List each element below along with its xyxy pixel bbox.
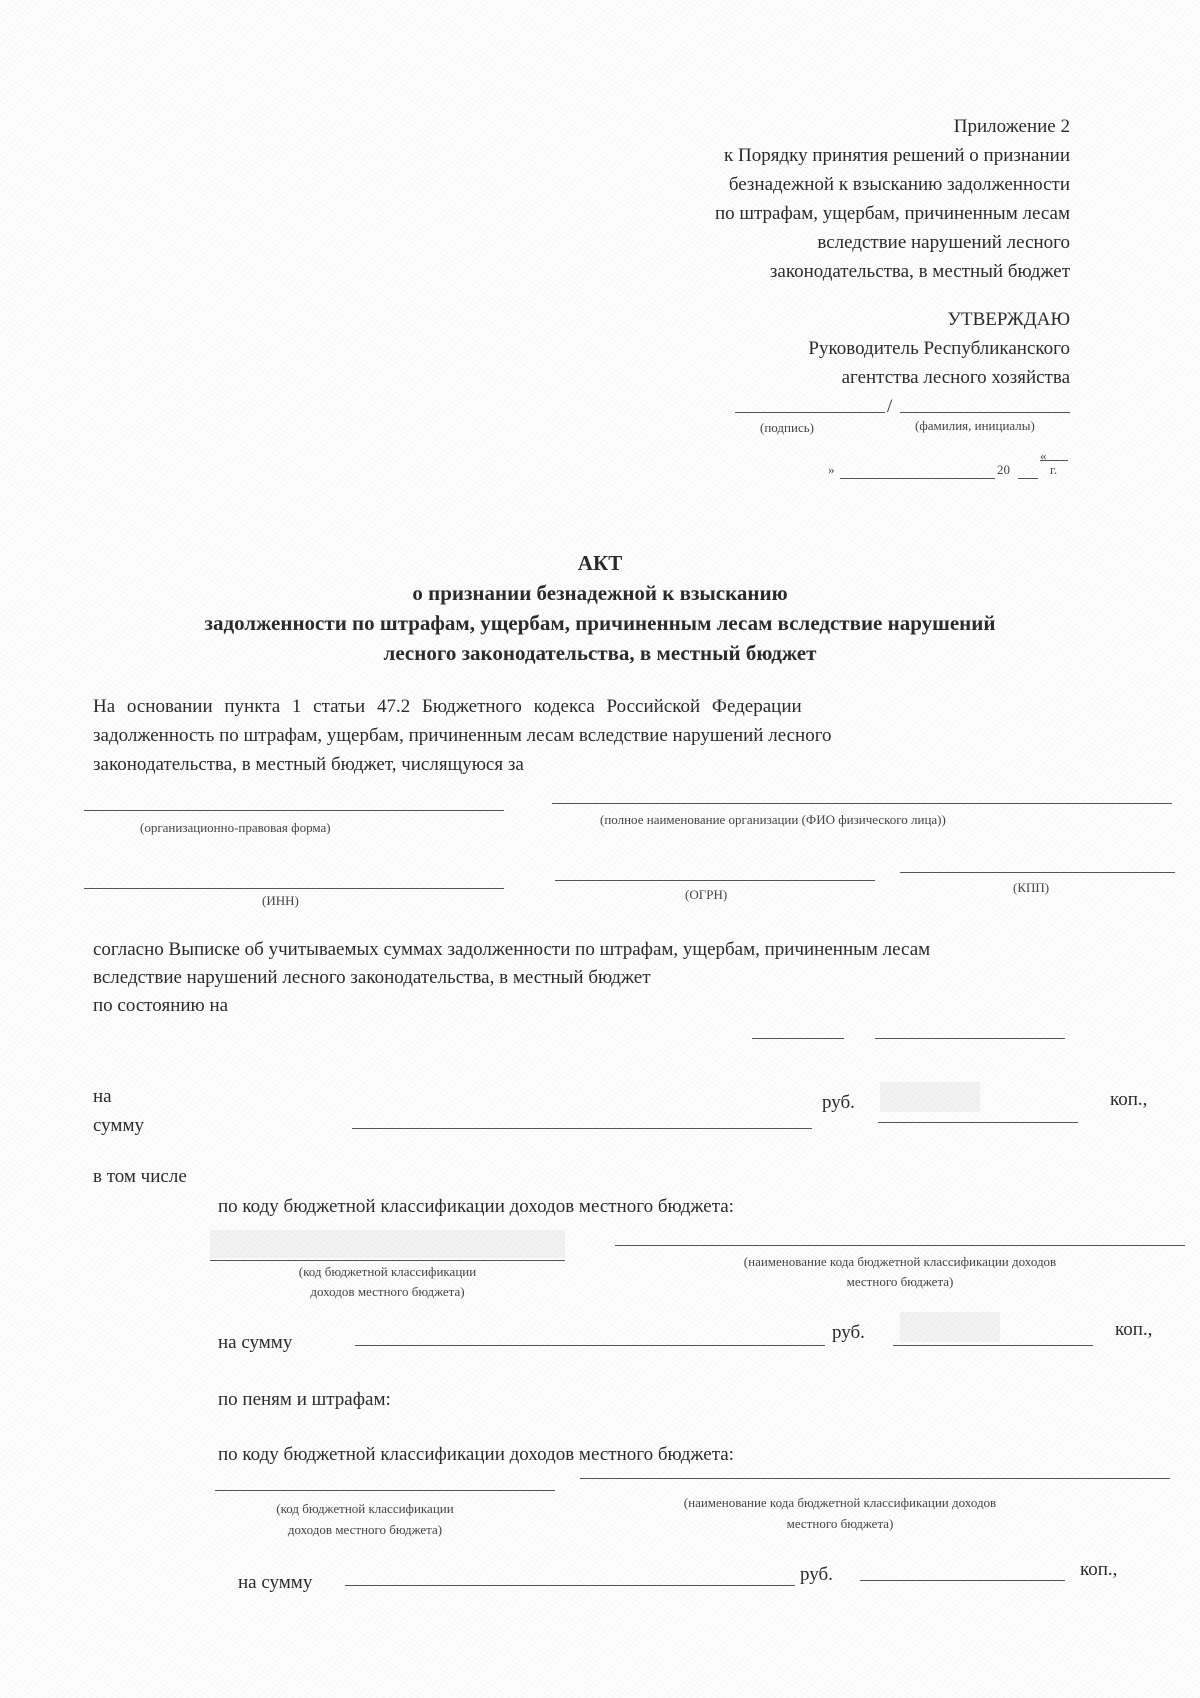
sign-caption: (подпись) xyxy=(760,420,814,435)
caption-line: доходов местного бюджета) xyxy=(287,1522,443,1537)
rub-label: руб. xyxy=(832,1322,865,1343)
caption-line: доходов местного бюджета) xyxy=(310,1284,465,1299)
peni-kbk-code-caption xyxy=(215,1498,515,1540)
peni-label: по пеням и штрафам: xyxy=(218,1389,391,1410)
quote-close: » xyxy=(828,462,835,477)
caption-line: (код бюджетной классификации xyxy=(298,1264,477,1279)
appendix-line: к Порядку принятия решений о признании xyxy=(724,145,1070,166)
sum-label-summu: сумму xyxy=(93,1115,144,1136)
slash: / xyxy=(887,396,893,417)
caption-line: местного бюджета) xyxy=(786,1516,894,1531)
peni-kbk-code-field[interactable] xyxy=(215,1490,555,1491)
year-prefix: 20 xyxy=(997,462,1010,477)
appendix-block xyxy=(550,112,1070,286)
paragraph-2-line: по состоянию на xyxy=(93,995,229,1016)
kop-shade xyxy=(900,1312,1000,1342)
approval-block xyxy=(650,305,1070,392)
total-rub-field[interactable] xyxy=(352,1128,812,1129)
act-subtitle: лесного законодательства, в местный бюджет xyxy=(383,641,817,665)
caption-line: (наименование кода бюджетной классификации доходов xyxy=(683,1495,997,1510)
appendix-line: вследствие нарушений лесного xyxy=(817,232,1070,253)
paragraph-1-line: задолженность по штрафам, ущербам, причиненным лесам вследствие нарушений лесного xyxy=(93,725,832,746)
org-name-caption: (полное наименование организации (ФИО физического лица)) xyxy=(600,812,946,827)
name-line[interactable] xyxy=(900,412,1070,413)
paragraph-2-line: вследствие нарушений лесного законодательства, в местный бюджет xyxy=(93,967,651,988)
kbk-code-caption xyxy=(210,1262,565,1302)
appendix-title: Приложение 2 xyxy=(953,116,1070,137)
kop-label: коп., xyxy=(1080,1559,1118,1580)
ogrn-caption: (ОГРН) xyxy=(685,887,728,902)
rub-label: руб. xyxy=(822,1092,855,1113)
date-field-month-year[interactable] xyxy=(875,1038,1065,1039)
approve-role: Руководитель Республиканского xyxy=(808,338,1070,359)
kbk-code-shade xyxy=(210,1230,565,1258)
org-form-caption: (организационно-правовая форма) xyxy=(140,820,331,835)
sum-label-na: на xyxy=(93,1086,112,1107)
na-summu-label: на сумму xyxy=(218,1332,293,1353)
day-line[interactable] xyxy=(1040,460,1068,461)
org-name-field[interactable] xyxy=(552,803,1172,804)
kpp-caption: (КПП) xyxy=(1013,880,1050,895)
inn-caption: (ИНН) xyxy=(262,893,299,908)
rub-label: руб. xyxy=(800,1564,833,1585)
kbk-code-field[interactable] xyxy=(210,1260,565,1261)
na-summu-label: на сумму xyxy=(238,1572,313,1593)
quote-open: « xyxy=(1040,448,1047,463)
act-title: АКТ xyxy=(577,551,623,575)
kbk-kop-field[interactable] xyxy=(893,1345,1093,1346)
signature-line[interactable] xyxy=(735,412,885,413)
kbk-heading: по коду бюджетной классификации доходов местного бюджета: xyxy=(218,1196,734,1217)
kbk-rub-field[interactable] xyxy=(355,1345,825,1346)
approve-role: агентства лесного хозяйства xyxy=(841,367,1070,388)
act-subtitle: о признании безнадежной к взысканию xyxy=(412,581,788,605)
kpp-field[interactable] xyxy=(900,872,1175,873)
kbk-name-field[interactable] xyxy=(615,1245,1185,1246)
appendix-line: безнадежной к взысканию задолженности xyxy=(728,174,1070,195)
kbk-heading: по коду бюджетной классификации доходов местного бюджета: xyxy=(218,1444,734,1465)
peni-kbk-name-field[interactable] xyxy=(580,1478,1170,1479)
kop-shade xyxy=(880,1082,980,1112)
year-suffix: г. xyxy=(1050,462,1058,477)
name-caption: (фамилия, инициалы) xyxy=(915,418,1035,433)
peni-kop-field[interactable] xyxy=(860,1580,1065,1581)
month-line[interactable] xyxy=(840,478,995,479)
act-title-block xyxy=(0,548,1200,668)
kop-label: коп., xyxy=(1110,1089,1148,1110)
year-line[interactable] xyxy=(1018,478,1038,479)
caption-line: (код бюджетной классификации xyxy=(276,1501,454,1516)
including-label: в том числе xyxy=(93,1166,187,1187)
ogrn-field[interactable] xyxy=(555,880,875,881)
paragraph-1-line: законодательства, в местный бюджет, числящуюся за xyxy=(93,754,524,775)
act-subtitle: задолженности по штрафам, ущербам, причиненным лесам вследствие нарушений xyxy=(204,611,996,635)
paragraph-2-line: согласно Выписке об учитываемых суммах задолженности по штрафам, ущербам, причиненным лесам xyxy=(93,939,931,960)
peni-kbk-name-caption xyxy=(580,1492,1100,1534)
appendix-line: законодательства, в местный бюджет xyxy=(769,261,1070,282)
kbk-name-caption xyxy=(615,1252,1185,1292)
org-form-field[interactable] xyxy=(84,810,504,811)
paragraph-1-line: На основании пункта 1 статьи 47.2 Бюджетного кодекса Российской Федерации xyxy=(93,696,802,717)
kop-label: коп., xyxy=(1115,1319,1153,1340)
caption-line: местного бюджета) xyxy=(846,1274,954,1289)
date-field-day[interactable] xyxy=(752,1038,844,1039)
caption-line: (наименование кода бюджетной классификации доходов xyxy=(743,1254,1057,1269)
peni-rub-field[interactable] xyxy=(345,1585,795,1586)
inn-field[interactable] xyxy=(84,888,504,889)
total-kop-field[interactable] xyxy=(878,1122,1078,1123)
approve-word: УТВЕРЖДАЮ xyxy=(947,309,1070,330)
appendix-line: по штрафам, ущербам, причиненным лесам xyxy=(714,203,1070,224)
